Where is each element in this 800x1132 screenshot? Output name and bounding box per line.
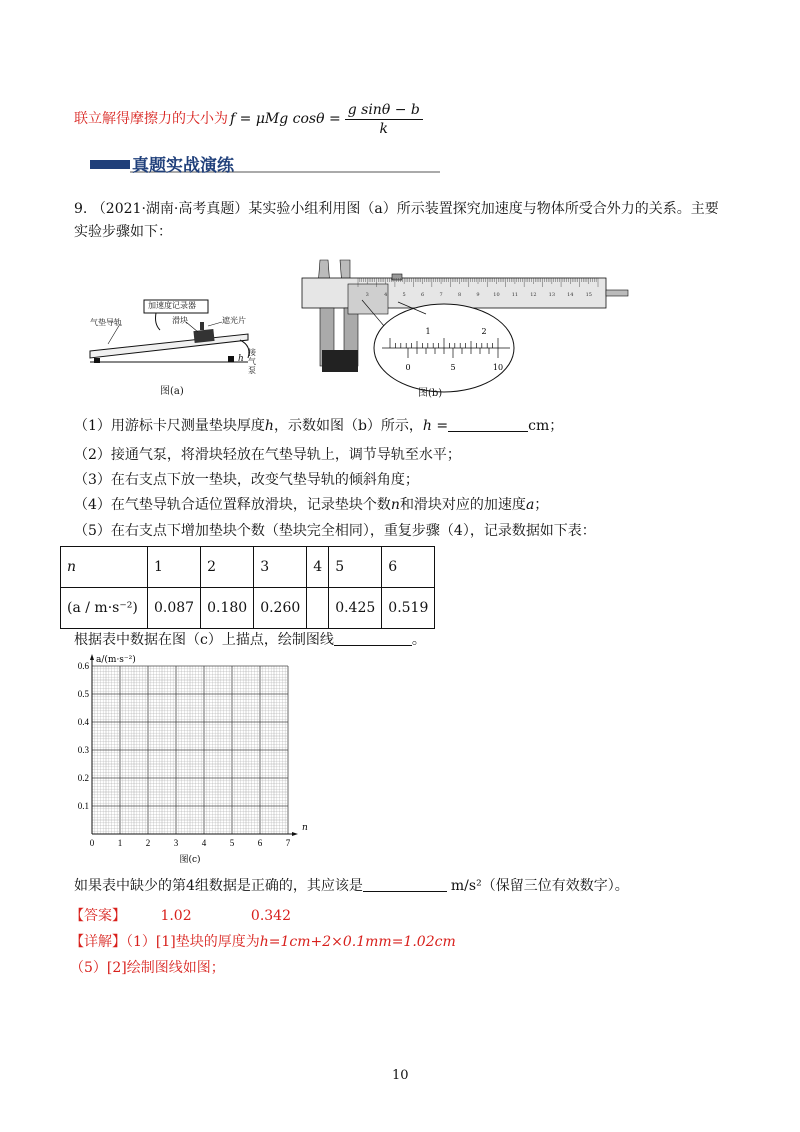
x-tick-label: 3 bbox=[173, 838, 179, 848]
x-tick-label: 5 bbox=[229, 838, 235, 848]
data-table bbox=[60, 546, 435, 629]
zoom-main-label: 2 bbox=[481, 327, 487, 336]
answer-label: 【答案】 bbox=[70, 908, 126, 924]
y-tick-label: 0.5 bbox=[77, 689, 89, 699]
main-scale-label: 9 bbox=[476, 292, 480, 298]
plot-prompt: 根据表中数据在图（c）上描点，绘制图线 。 bbox=[74, 632, 426, 648]
question-number: 9. bbox=[74, 201, 88, 217]
figure-b bbox=[298, 256, 630, 400]
formula-denominator: k bbox=[379, 120, 389, 137]
detail-line-2: （5）[2]绘制图线如图； bbox=[70, 960, 225, 976]
answer-line bbox=[70, 906, 291, 926]
y-axis-label: a/(m·s⁻²) bbox=[96, 655, 136, 665]
var-h: h bbox=[264, 418, 274, 434]
table-row: n 1 2 3 4 5 6 bbox=[61, 547, 435, 588]
row-head-a: (a / m·s⁻²) bbox=[61, 588, 148, 629]
detail-line-1: 【详解】（1）[1]垫块的厚度为h=1cm+2×0.1mm=1.02cm bbox=[70, 934, 456, 950]
vernier-caliper-diagram bbox=[298, 256, 630, 400]
main-scale-label: 12 bbox=[530, 292, 537, 298]
x-tick-label: 7 bbox=[285, 838, 291, 848]
step-1: （1）用游标卡尺测量垫块厚度h，示数如图（b）所示，h = cm； bbox=[74, 418, 564, 434]
step-5: （5）在右支点下增加垫块个数（垫块完全相同），重复步骤（4），记录数据如下表： bbox=[74, 523, 596, 539]
question-stem: 某实验小组利用图（a）所示装置探究加速度与物体所受合外力的关系。主要 bbox=[248, 201, 719, 217]
main-scale-label: 13 bbox=[548, 292, 556, 298]
main-scale-label: 4 bbox=[384, 292, 388, 298]
x-axis-label: n bbox=[302, 823, 308, 833]
zoom-vernier-label: 0 bbox=[405, 363, 411, 372]
page-number: 10 bbox=[392, 1068, 409, 1083]
main-scale-label: 10 bbox=[493, 292, 500, 298]
main-scale-label: 5 bbox=[402, 292, 406, 298]
step-3: （3）在右支点下放一垫块，改变气垫导轨的倾斜角度； bbox=[74, 472, 419, 488]
main-scale-label: 3 bbox=[365, 292, 369, 298]
main-scale-label: 11 bbox=[511, 292, 519, 298]
missing-cell bbox=[307, 588, 329, 629]
label-recorder: 加速度记录器 bbox=[148, 301, 196, 310]
zoom-vernier-label: 5 bbox=[450, 363, 456, 372]
step-2: （2）接通气泵，将滑块轻放在气垫导轨上，调节导轨至水平； bbox=[74, 447, 461, 463]
formula-numerator: g sinθ − b bbox=[345, 101, 423, 120]
banner-title: 真题实战演练 bbox=[132, 156, 234, 176]
figure-a bbox=[88, 296, 260, 396]
question-source: （2021·湖南·高考真题） bbox=[91, 201, 249, 217]
x-tick-label: 0 bbox=[89, 838, 95, 848]
formula-fraction bbox=[345, 101, 423, 138]
label-slider: 滑块 bbox=[172, 316, 188, 325]
detail-label: 【详解】 bbox=[70, 934, 126, 950]
zoom-vernier-label: 10 bbox=[492, 363, 504, 372]
h-answer-blank[interactable] bbox=[448, 417, 528, 432]
x-tick-label: 4 bbox=[201, 838, 207, 848]
figure-a-caption: 图(a) bbox=[160, 386, 184, 397]
missing-question: 如果表中缺少的第4组数据是正确的，其应该是 m/s²（保留三位有效数字）。 bbox=[74, 878, 629, 894]
main-scale-label: 6 bbox=[421, 292, 425, 298]
plot-answer-blank[interactable] bbox=[334, 631, 412, 646]
table-row: (a / m·s⁻²) 0.087 0.180 0.260 0.425 0.519 bbox=[61, 588, 435, 629]
label-shade: 遮光片 bbox=[222, 316, 246, 325]
zoom-main-label: 1 bbox=[425, 327, 431, 336]
main-scale-label: 7 bbox=[439, 292, 443, 298]
label-pump: 接气泵 bbox=[248, 348, 256, 375]
section-banner bbox=[86, 151, 440, 175]
answer-value-1: 1.02 bbox=[160, 908, 192, 924]
answer-value-2: 0.342 bbox=[250, 908, 291, 924]
step-4: （4）在气垫导轨合适位置释放滑块，记录垫块个数n和滑块对应的加速度a； bbox=[74, 497, 549, 513]
formula-line bbox=[74, 102, 423, 136]
formula-expr: f = μMg cosθ = bbox=[230, 111, 341, 127]
row-head-n: n bbox=[61, 547, 148, 588]
main-scale-label: 8 bbox=[457, 292, 462, 298]
missing-answer-blank[interactable] bbox=[363, 877, 447, 892]
label-rail: 气垫导轨 bbox=[90, 318, 122, 327]
x-tick-label: 1 bbox=[117, 838, 123, 848]
x-tick-label: 2 bbox=[145, 838, 151, 848]
graph-c bbox=[64, 654, 314, 866]
label-h: h bbox=[238, 354, 244, 364]
grid-paper-chart bbox=[64, 654, 314, 866]
figure-c-caption: 图(c) bbox=[179, 855, 201, 865]
h-equals: h = bbox=[422, 418, 449, 434]
y-tick-label: 0.4 bbox=[77, 717, 89, 727]
y-tick-label: 0.6 bbox=[77, 661, 89, 671]
y-tick-label: 0.3 bbox=[77, 745, 89, 755]
figure-b-caption: 图(b) bbox=[418, 388, 443, 399]
x-tick-label: 6 bbox=[257, 838, 263, 848]
y-tick-label: 0.2 bbox=[77, 773, 89, 783]
air-track-diagram bbox=[88, 296, 260, 396]
main-scale-label: 15 bbox=[585, 292, 592, 298]
question-stem-line2: 实验步骤如下： bbox=[74, 224, 172, 240]
main-scale-label: 14 bbox=[567, 292, 574, 298]
formula-lead: 联立解得摩擦力的大小为 bbox=[74, 111, 228, 127]
y-tick-label: 0.1 bbox=[77, 801, 89, 811]
question-stem-line1 bbox=[74, 199, 719, 219]
